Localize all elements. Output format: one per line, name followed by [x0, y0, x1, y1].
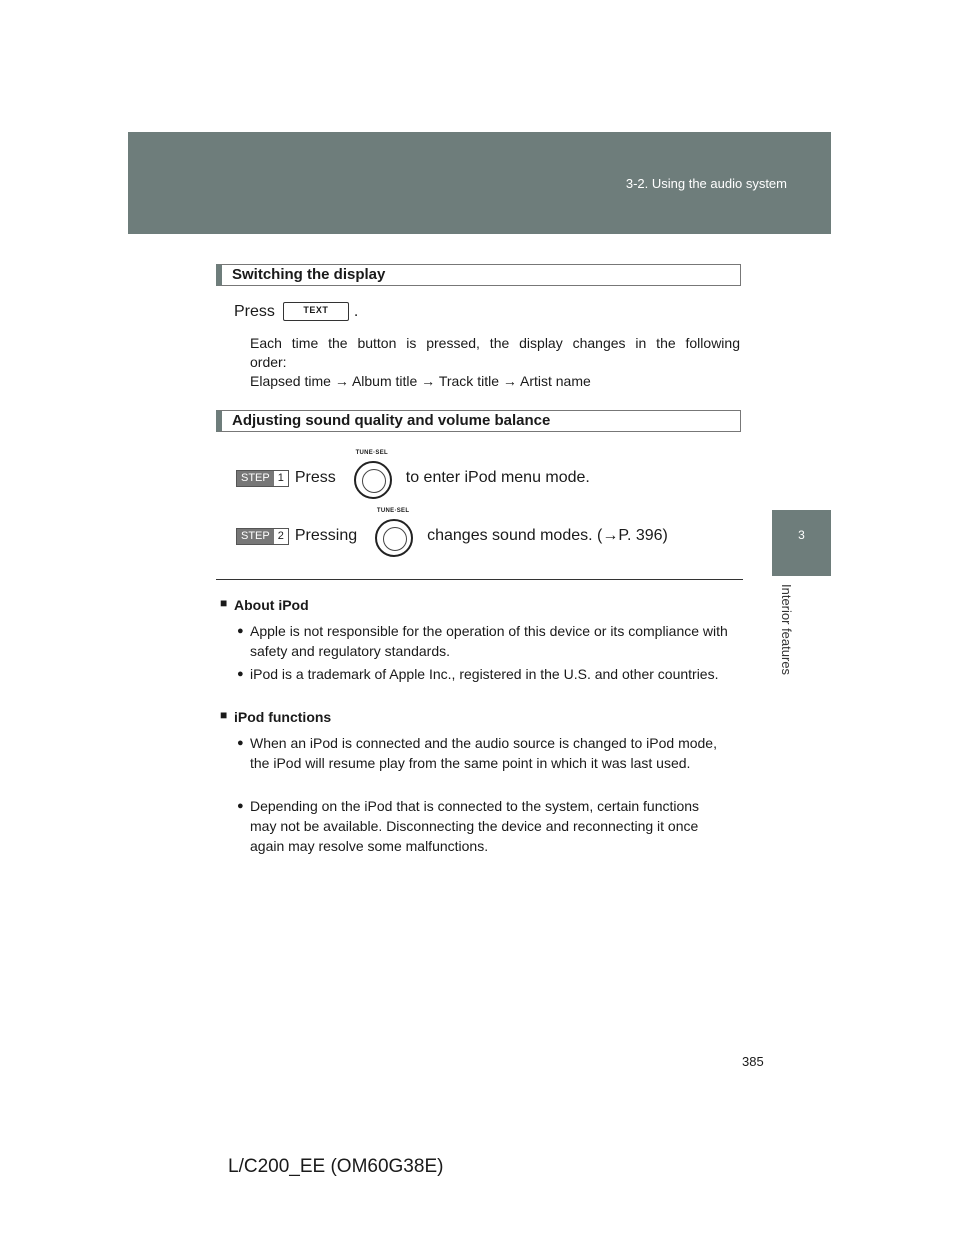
display-sequence: Elapsed time → Album title → Track title → Artist name [250, 373, 591, 389]
section-heading-adjusting-sound [216, 410, 741, 432]
tune-sel-knob-icon [350, 450, 394, 506]
step-number: 1 [274, 471, 288, 486]
press-prefix: Press [234, 302, 275, 320]
knob-label: TUNE·SEL [376, 508, 410, 514]
chapter-label-container [779, 584, 814, 734]
step-1 [236, 450, 590, 506]
tune-sel-knob-icon [371, 508, 415, 564]
section-divider [216, 579, 743, 580]
step-badge [236, 470, 289, 487]
step-badge [236, 528, 289, 545]
section-title: 3-2. Using the audio system [625, 176, 787, 191]
section-heading-text: Switching the display [232, 266, 386, 283]
step-word: STEP [237, 529, 274, 544]
text-button-icon [283, 302, 349, 321]
text-button-label: TEXT [303, 305, 329, 315]
note-bullet: ● When an iPod is connected and the audio source is changed to iPod mode, the iPod will resume play from the same point in which it was last used. [250, 733, 728, 773]
section-heading-switching-display [216, 264, 741, 286]
description-line-2: order: [250, 354, 287, 370]
chapter-tab [772, 510, 831, 576]
header-band [128, 132, 831, 234]
step-number: 2 [274, 529, 288, 544]
knob-label: TUNE·SEL [355, 450, 388, 456]
section-heading-text: Adjusting sound quality and volume balance [232, 412, 551, 429]
step-2 [236, 508, 668, 564]
press-suffix: . [353, 302, 359, 320]
step-prefix: Press [294, 469, 336, 486]
note-bullet: ● Depending on the iPod that is connected to the system, certain functions may not be available. Disconnecting the device and reconnecting it once again may resolve some malfunctions. [250, 796, 728, 856]
page-number: 385 [742, 1054, 764, 1069]
step-suffix: to enter iPod menu mode. [405, 469, 590, 486]
press-text-instruction [234, 302, 358, 321]
document-code: L/C200_EE (OM60G38E) [228, 1156, 444, 1177]
chapter-number: 3 [798, 528, 805, 542]
step-suffix: changes sound modes. (→P. 396) [427, 527, 668, 544]
note-bullet: ● iPod is a trademark of Apple Inc., registered in the U.S. and other countries. [250, 664, 728, 684]
note-bullet: ● Apple is not responsible for the operation of this device or its compliance with safety and regulatory standards. [250, 621, 728, 661]
description-line-1: Each time the button is pressed, the display changes in the following [250, 335, 740, 351]
step-word: STEP [237, 471, 274, 486]
chapter-label: Interior features [779, 584, 794, 676]
note-heading-about-ipod: ■ About iPod [234, 597, 309, 613]
note-heading-ipod-functions: ■ iPod functions [234, 709, 331, 725]
step-prefix: Pressing [294, 527, 358, 544]
